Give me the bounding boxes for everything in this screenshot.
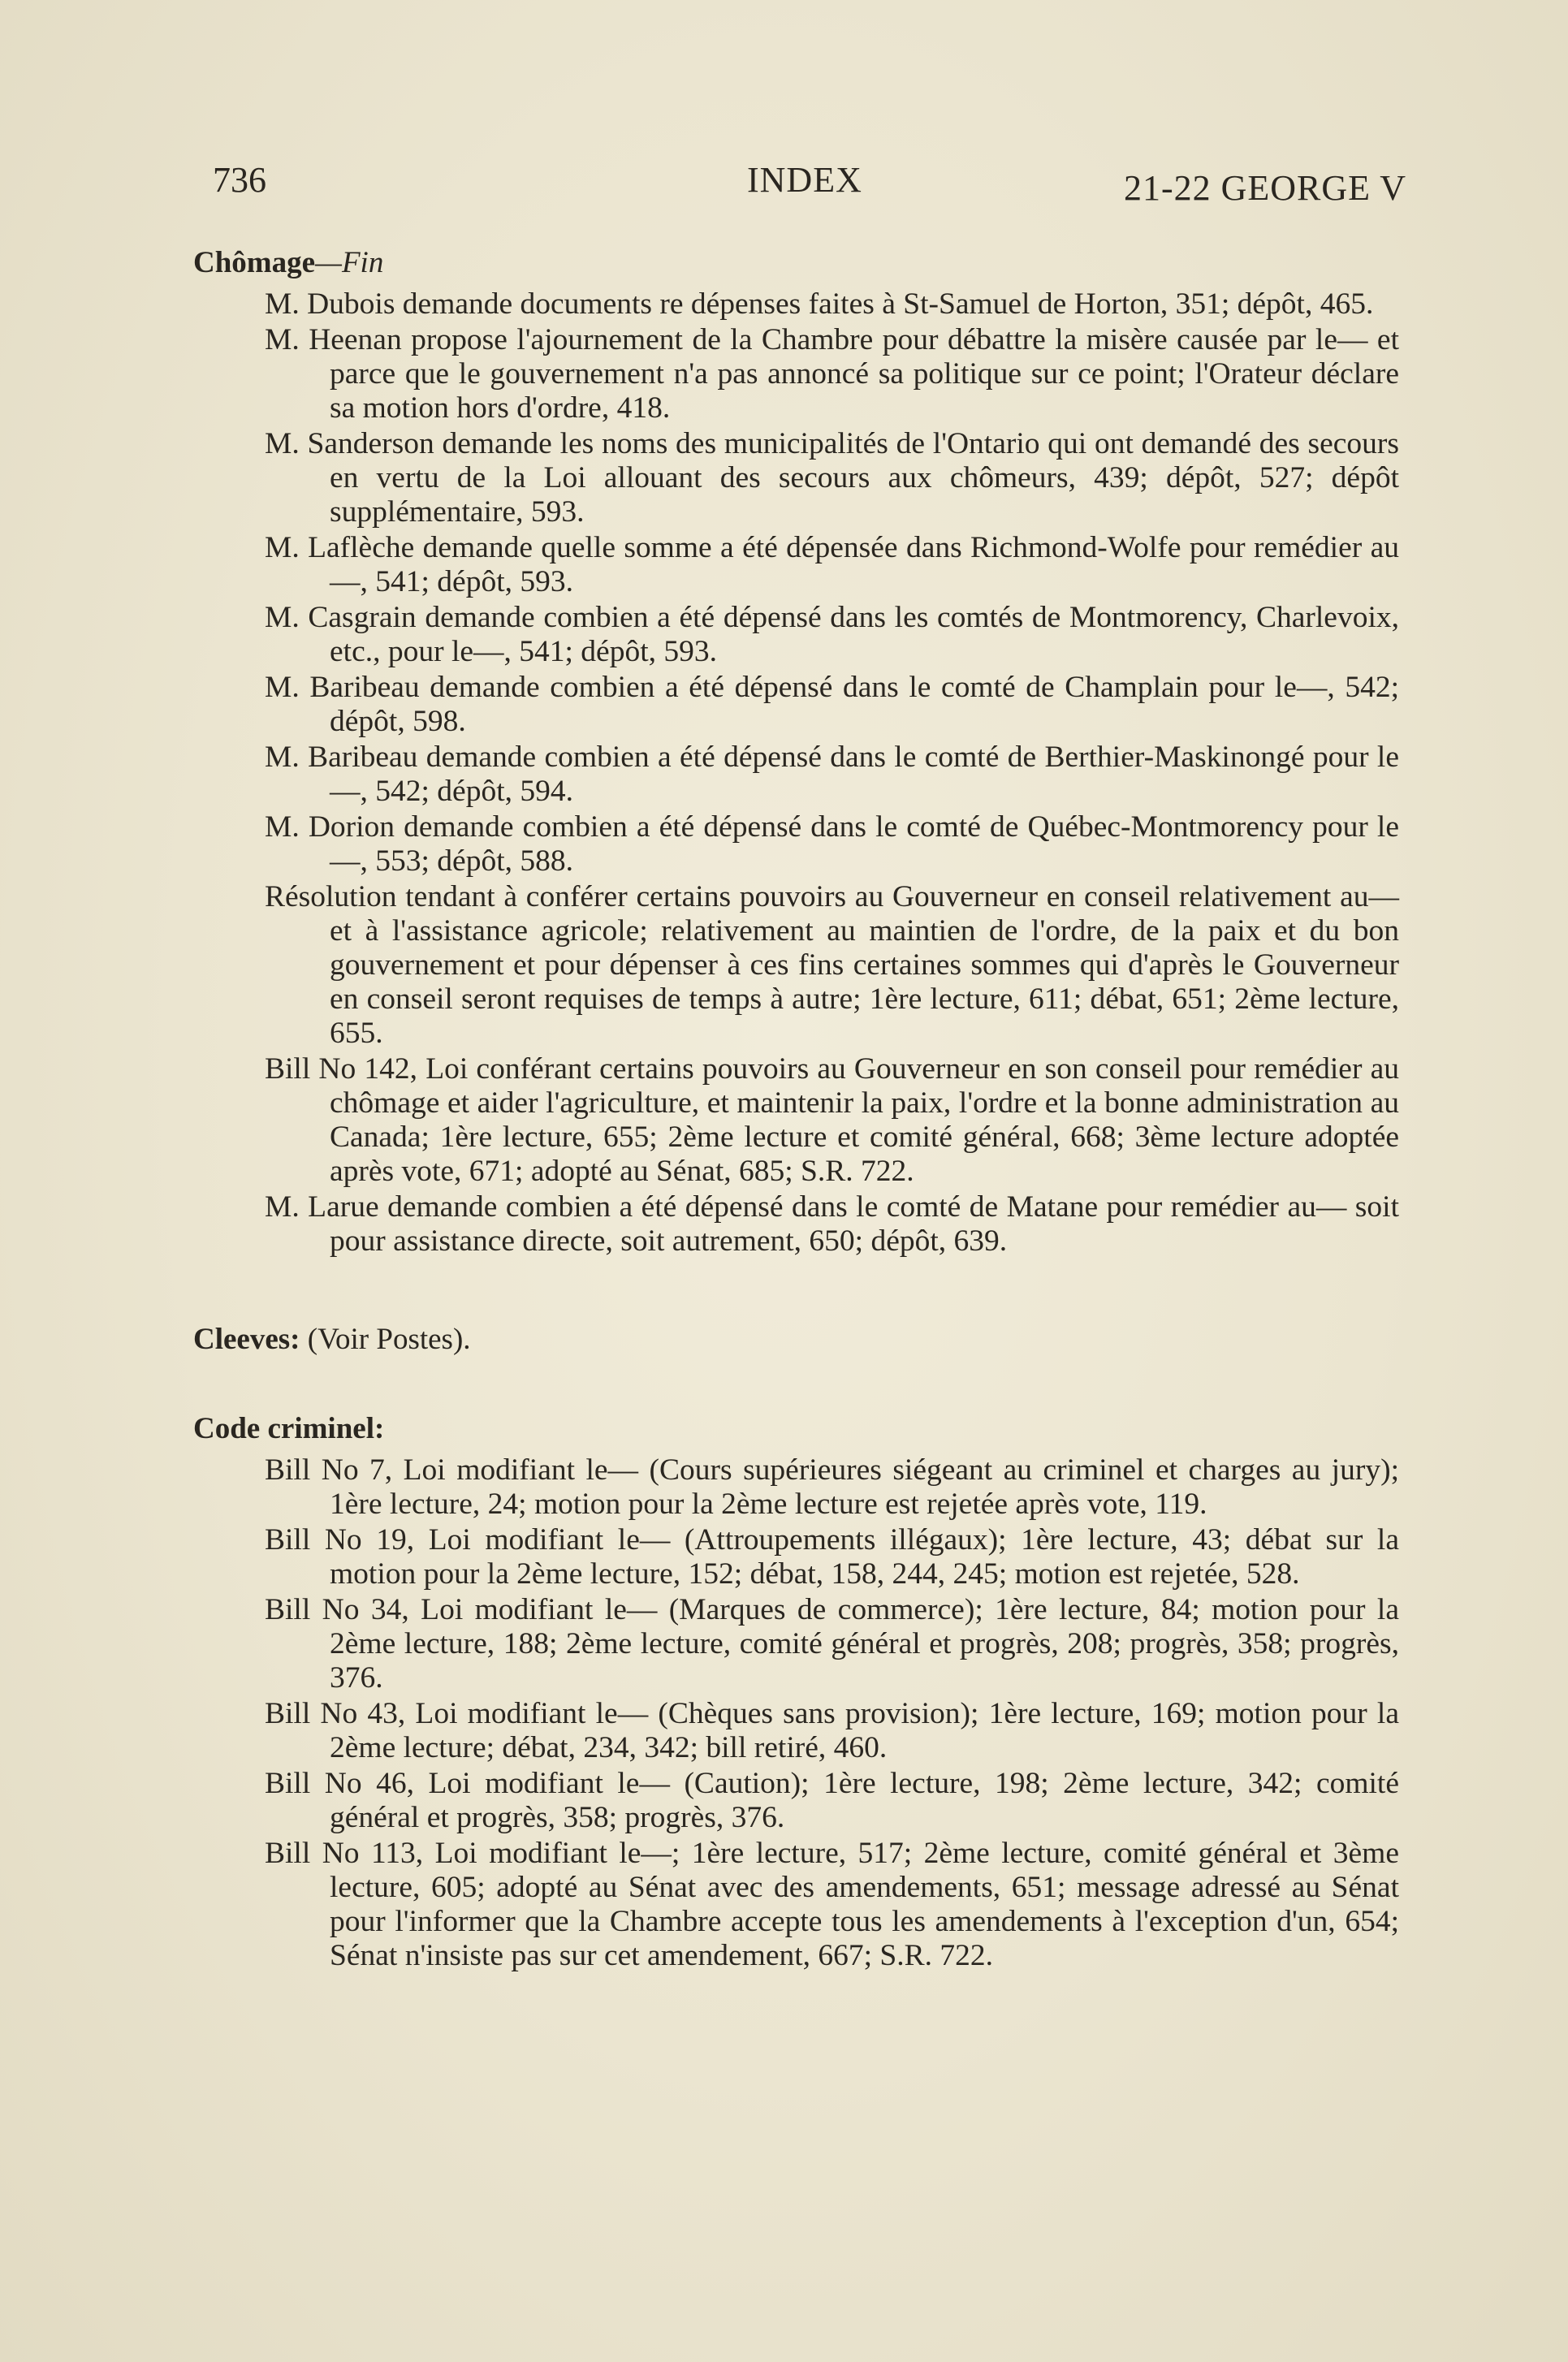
page-number: 736 [213, 160, 266, 200]
page-title: INDEX [747, 160, 862, 200]
index-entry: M. Baribeau demande combien a été dépensé dans le comté de Berthier-Maskinongé pour le—, 542; dépôt, 594. [265, 741, 1399, 808]
index-entry: Bill No 46, Loi modifiant le— (Caution); 1ère lecture, 198; 2ème lecture, 342; comité général et progrès, 358; progrès, 376. [265, 1767, 1399, 1834]
index-entry: Bill No 43, Loi modifiant le— (Chèques sans provision); 1ère lecture, 169; motion pour la 2ème lecture; débat, 234, 342; bill retiré, 460. [265, 1697, 1399, 1764]
index-entry: M. Heenan propose l'ajournement de la Chambre pour débattre la misère causée par le— et parce que le gouvernement n'a pas annoncé sa politique sur ce point; l'Orateur déclare sa motion hors d'ordre, 418. [265, 323, 1399, 425]
index-section-chomage [193, 245, 1399, 1259]
section-spacer [193, 1358, 1399, 1411]
index-entry: M. Dubois demande documents re dépenses faites à St-Samuel de Horton, 351; dépôt, 465. [265, 287, 1374, 321]
page-header [213, 159, 1406, 208]
index-entry: M. Laflèche demande quelle somme a été dépensée dans Richmond-Wolfe pour remédier au—, 541; dépôt, 593. [265, 531, 1399, 598]
index-entry: Bill No 142, Loi conférant certains pouvoirs au Gouverneur en son conseil pour remédier au chômage et aider l'agriculture, et maintenir la paix, l'ordre et la bonne administration au Canada; 1ère lecture, 655; 2ème lecture et comité général, 668; 3ème lecture adoptée après vote, 671; adopté au Sénat, 685; S.R. 722. [265, 1052, 1399, 1188]
entry-list [193, 287, 1399, 1259]
index-entry: M. Sanderson demande les noms des municipalités de l'Ontario qui ont demandé des secours en vertu de la Loi allouant des secours aux chômeurs, 439; dépôt, 527; dépôt supplémentaire, 593. [265, 427, 1399, 529]
heading-suffix: —Fin [315, 246, 384, 279]
index-entry: Bill No 113, Loi modifiant le—; 1ère lecture, 517; 2ème lecture, comité général et 3ème lecture, 605; adopté au Sénat avec des amendements, 651; message adressé au Sénat pour l'informer que la Chambre accepte tous les amendements à l'exception d'un, 654; Sénat n'insiste pas sur cet amendement, 667; S.R. 722. [265, 1837, 1399, 1972]
index-entry: Bill No 7, Loi modifiant le— (Cours supérieures siégeant au criminel et charges au jury); 1ère lecture, 24; motion pour la 2ème lecture est rejetée après vote, 119. [265, 1453, 1399, 1521]
index-entry: M. Baribeau demande combien a été dépensé dans le comté de Champlain pour le—, 542; dépôt, 598. [265, 671, 1399, 738]
index-entry: M. Casgrain demande combien a été dépensé dans les comtés de Montmorency, Charlevoix, etc., pour le—, 541; dépôt, 593. [265, 601, 1399, 668]
index-entry: M. Dorion demande combien a été dépensé dans le comté de Québec-Montmorency pour le—, 553; dépôt, 588. [265, 810, 1399, 878]
index-entry: Bill No 34, Loi modifiant le— (Marques de commerce); 1ère lecture, 84; motion pour la 2ème lecture, 188; 2ème lecture, comité général et progrès, 208; progrès, 358; progrès, 376. [265, 1593, 1399, 1695]
index-entry: M. Larue demande combien a été dépensé dans le comté de Matane pour remédier au— soit pour assistance directe, soit autrement, 650; dépôt, 639. [265, 1190, 1399, 1258]
running-head: 21-22 GEORGE V [1123, 168, 1406, 208]
section-heading [193, 245, 1399, 281]
section-heading [193, 1322, 1399, 1358]
heading-term: Cleeves: [193, 1323, 300, 1356]
heading-term: Chômage [193, 246, 316, 279]
index-section-cleeves [193, 1322, 1399, 1358]
index-content [193, 245, 1399, 1975]
heading-cross-reference: (Voir Postes). [307, 1323, 471, 1356]
index-entry: Bill No 19, Loi modifiant le— (Attroupements illégaux); 1ère lecture, 43; débat sur la motion pour la 2ème lecture, 152; débat, 158, 244, 245; motion est rejetée, 528. [265, 1523, 1399, 1591]
section-heading: Code criminel: [193, 1412, 385, 1445]
section-spacer [193, 1260, 1399, 1322]
index-section-code-criminel [193, 1411, 1399, 1973]
entry-list [193, 1453, 1399, 1973]
index-entry: Résolution tendant à conférer certains pouvoirs au Gouverneur en conseil relativement au— et à l'assistance agricole; relativement au maintien de l'ordre, de la paix et du bon gouvernement et pour dépenser à ces fins certaines sommes qui d'après le Gouverneur en conseil seront requises de temps à autre; 1ère lecture, 611; débat, 651; 2ème lecture, 655. [265, 880, 1399, 1050]
